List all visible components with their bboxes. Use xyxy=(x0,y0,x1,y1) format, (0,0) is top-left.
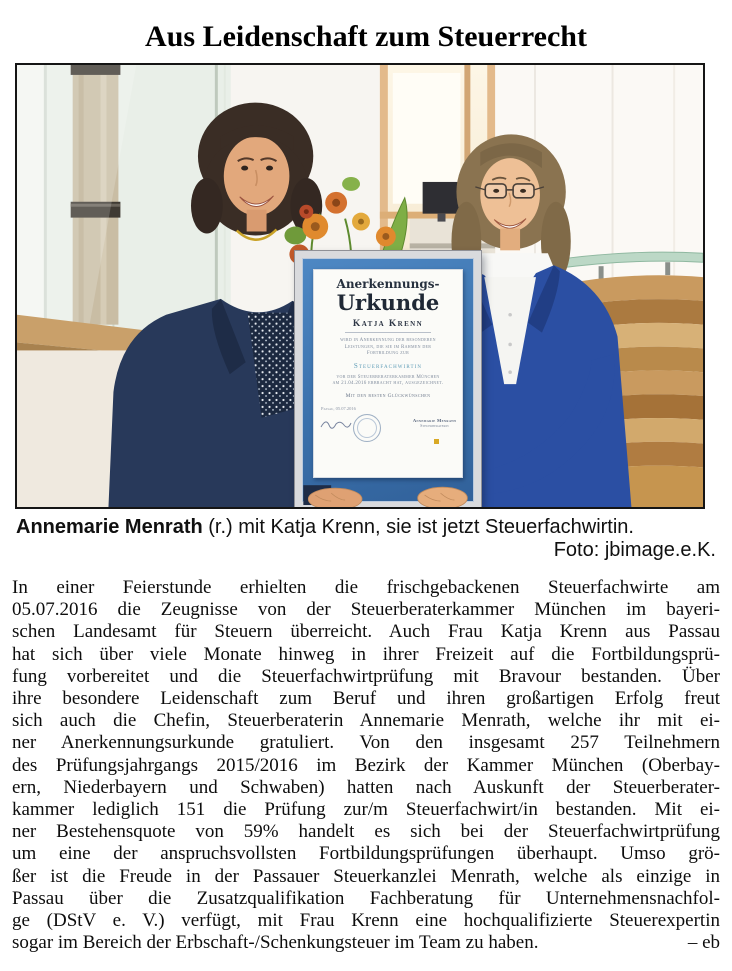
body-text-line: ner Anerkennungsurkunde gratuliert. Von den insgesamt 257 Teilnehmern xyxy=(12,732,720,754)
certificate-paper xyxy=(313,269,463,478)
certificate-body-line: wird in Anerkennung der besonderen xyxy=(340,338,436,343)
certificate-qualification: Steuerfachwirtin xyxy=(353,361,423,370)
body-text-line: hat sich über viele Monate hinweg in ihrer Freizeit auf die Fortbildungsprü- xyxy=(12,643,720,665)
certificate-place-date: Passau, 05.07.2016 xyxy=(321,405,356,411)
association-logo-icon xyxy=(434,439,439,444)
certificate-title-2: Urkunde xyxy=(336,290,440,315)
certificate-signer xyxy=(413,418,456,429)
body-text-line: 05.07.2016 die Zeugnisse von der Steuerberaterkammer München im bayeri- xyxy=(12,599,720,621)
caption-text: (r.) mit Katja Krenn, sie ist jetzt Steuerfachwirtin. xyxy=(202,516,634,538)
signer-name: Annemarie Menrath xyxy=(412,417,456,423)
body-text-line: ner Bestehensquote von 59% handelt es sich bei der Steuerfachwirtprüfung xyxy=(12,821,720,843)
body-text-line: kammer lediglich 151 die Prüfung zur/m Steuerfachwirt/in bestanden. Mit ei- xyxy=(12,799,720,821)
signer-title: Steuerberaterin xyxy=(420,423,449,428)
certificate-body-line: am 21.04.2016 erbracht hat, ausgezeichnet. xyxy=(332,381,444,386)
certificate-recipient: Katja Krenn xyxy=(352,319,424,329)
certificate-body-line: vor der Steuerberaterkammer München xyxy=(336,374,440,380)
article-headline: Aus Leidenschaft zum Steuerrecht xyxy=(145,20,587,53)
certificate-rule xyxy=(345,332,431,333)
certificate-frame xyxy=(295,251,481,509)
body-text-line: schen Landesamt für Steuern überreicht. Auch Frau Katja Krenn aus Passau xyxy=(12,621,720,643)
body-text-line: des Prüfungsjahrgangs 2015/2016 im Bezirk der Kammer München (Oberbay- xyxy=(12,754,720,776)
body-text-line: ge (DStV e. V.) verfügt, mit Frau Krenn eine hochqualifizierte Steuerexpertin xyxy=(12,910,720,932)
caption-name-bold: Annemarie Menrath xyxy=(16,516,203,538)
body-text-line: In einer Feierstunde erhielten die frischgebackenen Steuerfachwirte am xyxy=(12,577,720,598)
body-text-line: Passau über die Zusatzqualifikation Fachberatung für Unternehmensnachfol- xyxy=(12,887,720,909)
signature-icon xyxy=(319,416,353,432)
body-text-line: ßer ist die Freude in der Passauer Steuerkanzlei Menrath, welche als einzige in xyxy=(12,865,720,887)
body-text-line: ihre besondere Leidenschaft zum Beruf und ihren großartigen Erfolg freut xyxy=(12,688,720,710)
certificate-wishes: Mit den besten Glückwünschen xyxy=(345,392,431,399)
certificate-signature-row xyxy=(319,412,457,444)
certificate-body-line: Fortbildung zur xyxy=(366,351,410,356)
certificate-title: Anerkennungs- xyxy=(336,277,440,291)
photo-credit: Foto: jbimage.e.K. xyxy=(553,539,716,561)
article-body xyxy=(12,577,720,954)
photo-caption xyxy=(16,516,716,562)
author-byline: – eb xyxy=(687,932,720,954)
article-last-line xyxy=(12,932,720,954)
body-text-line: ern, Niederbayern und Schwaben) hatten nach Auskunft der Steuerberater- xyxy=(12,776,720,798)
last-line-text: sogar im Bereich der Erbschaft-/Schenkungsteuer im Team zu haben. xyxy=(12,932,539,954)
caption-line xyxy=(16,516,716,539)
certificate-body-line: Leistungen, die sie im Rahmen der xyxy=(344,344,432,350)
round-stamp-icon xyxy=(353,414,381,442)
body-text-line: um eine der anspruchsvollsten Fortbildungsprüfungen überhaupt. Umso grö- xyxy=(12,843,720,865)
article-lines xyxy=(12,577,720,932)
body-text-line: sich auch die Chefin, Steuerberaterin Annemarie Menrath, welche ihr mit ei- xyxy=(12,710,720,732)
body-text-line: fung vorbereitet und die Steuerfachwirtprüfung mit Bravour bestanden. Über xyxy=(12,665,720,687)
article-photo xyxy=(15,63,705,509)
